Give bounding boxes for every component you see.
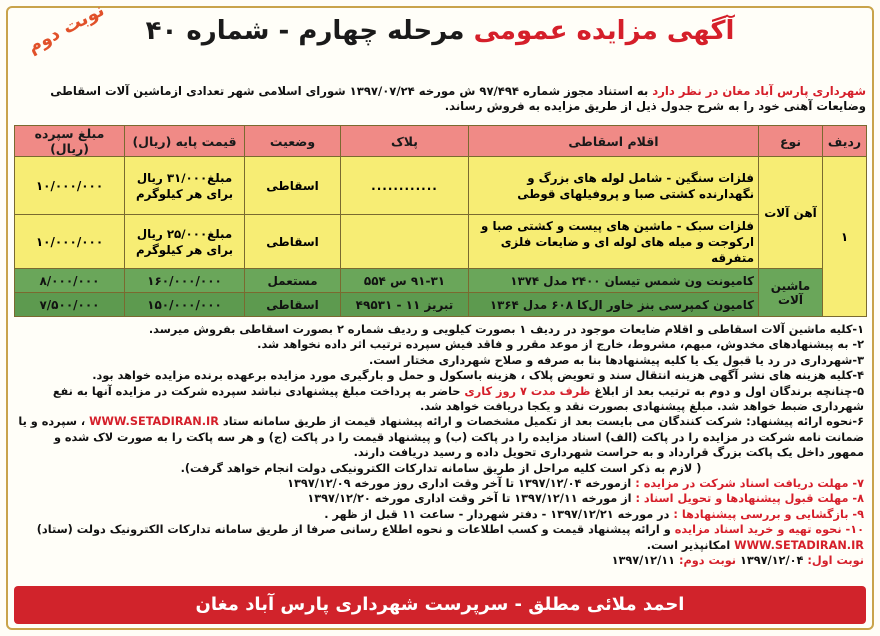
- condition-5-text-b: حاضر به پرداخت مبلغ پیشنهادی نباشد سپرده شرکت در مزایده آنها به نفع شهرداری ضبط خواهد شد. مبلغ پیشنهادی بصورت نقد و یکجا دریافت خواهد شد.: [52, 384, 864, 414]
- deposit-cell: ۸/۰۰۰/۰۰۰: [15, 269, 125, 293]
- deposit-cell: ۷/۵۰۰/۰۰۰: [15, 293, 125, 317]
- intro-paragraph: [20, 84, 866, 114]
- table-row: [15, 157, 867, 215]
- condition-8-label: ۸- مهلت قبول پیشنهادها و تحویل اسناد :: [635, 492, 864, 506]
- condition-8-dates: از مورخه ۱۳۹۷/۱۲/۱۱ تا آخر وقت اداری مورخه ۱۳۹۷/۱۲/۲۰: [307, 492, 632, 506]
- price-unit-line: برای هر کیلوگرم: [135, 186, 234, 201]
- condition-3: ۳-شهرداری در رد یا قبول یک یا کلیه پیشنهادها بنا به صرفه و صلاح شهرداری مختار است.: [369, 353, 864, 367]
- condition-5: [18, 384, 864, 415]
- plate-cell: ............: [341, 157, 469, 215]
- plate-cell: ۹۱-۳۱ س ۵۵۴: [341, 269, 469, 293]
- condition-10: [18, 522, 864, 553]
- condition-6-text-b: ، سپرده و یا ضمانت نامه شرکت در مزایده را در پاکت (الف) اسناد مزایده را در پاکت (ب) و پیشنهاد قیمت را در پاکت (ج) و هر سه پاکت را به صورت لاک شده و ممهور داخل یک پاکت بزرگ قرارداد و به حراست شهرداری تحویل داده و رسید دریافت دارند.: [18, 415, 864, 460]
- second-round-badge: نوبت دوم: [23, 0, 108, 58]
- items-cell: کامیون کمپرسی بنز خاور ال‌کا ۶۰۸ مدل ۱۳۶۴: [469, 293, 759, 317]
- price-cell: ۱۶۰/۰۰۰/۰۰۰: [125, 269, 245, 293]
- col-base-price: قیمت پایه (ریال): [125, 126, 245, 157]
- items-cell: فلزات سبک - ماشین های پیست و کشتی صبا و ارکوجت و میله های لوله ای و ضایعات فلزی متفرقه: [469, 215, 759, 269]
- price-cell: [125, 215, 245, 269]
- col-plate: پلاک: [341, 126, 469, 157]
- price-cell: [125, 157, 245, 215]
- condition-8: [18, 491, 864, 506]
- price-cell: ۱۵۰/۰۰۰/۰۰۰: [125, 293, 245, 317]
- condition-9-label: ۹- بازگشایی و بررسی پیشنهادها :: [673, 507, 864, 521]
- electronic-notice: ( لازم به ذکر است کلیه مراحل از طریق سامانه تدارکات الکترونیکی دولت انجام خواهد گرفت).: [180, 461, 702, 475]
- condition-7-label: ۷- مهلت دریافت اسناد شرکت در مزایده :: [635, 477, 864, 491]
- condition-10-end: امکانپذیر است.: [646, 538, 731, 552]
- auction-table: [14, 125, 867, 317]
- condition-6-text-a: ۶-نحوه ارائه پیشنهاد: شرکت کنندگان می بایست بعد از تکمیل مشخصات و ارائه پیشنهاد قیمت از طریق سامانه ستاد: [222, 415, 864, 429]
- condition-9: [18, 507, 864, 522]
- first-publication-date: ۱۳۹۷/۱۲/۰۴: [739, 554, 804, 568]
- price-line: مبلغ۳۱/۰۰۰ ریال: [136, 170, 233, 185]
- condition-4: ۴-کلیه هزینه های نشر آگهی هزینه انتقال سند و تعویض پلاک ، هزینه باسکول و حمل و بارگیری مورد مزایده برعهده برنده مزایده خواهد بود.: [92, 369, 864, 383]
- table-row: [15, 269, 867, 293]
- condition-10-text: و ارائه پیشنهاد قیمت و کسب اطلاعات و نحوه اطلاع رسانی صرفا از طریق سامانه تدارکات الکترونیک دولت (ستاد): [36, 523, 671, 537]
- second-publication-date: ۱۳۹۷/۱۲/۱۱: [611, 554, 675, 568]
- table-row: [15, 215, 867, 269]
- col-row-number: ردیف: [823, 126, 867, 157]
- type-machines-cell: ماشین آلات: [759, 269, 823, 317]
- setad-website-link[interactable]: WWW.SETADIRAN.IR: [89, 415, 219, 429]
- row-number-cell: ۱: [823, 157, 867, 317]
- status-cell: اسقاطی: [245, 293, 341, 317]
- price-unit-line: برای هر کیلوگرم: [135, 242, 234, 257]
- col-type: نوع: [759, 126, 823, 157]
- signature-footer: احمد ملائی مطلق - سرپرست شهرداری پارس آباد مغان: [14, 586, 866, 624]
- table-row: [15, 293, 867, 317]
- status-cell: مستعمل: [245, 269, 341, 293]
- status-cell: اسقاطی: [245, 215, 341, 269]
- condition-10-label: ۱۰- نحوه تهیه و خرید اسناد مزایده: [674, 523, 864, 537]
- items-cell: فلزات سنگین - شامل لوله های بزرگ و نگهدارنده کشتی صبا و پروفیلهای قوطی: [469, 157, 759, 215]
- deposit-cell: ۱۰/۰۰۰/۰۰۰: [15, 215, 125, 269]
- condition-5-text-a: ۵-چنانچه برندگان اول و دوم به ترتیب بعد از ابلاغ: [594, 384, 864, 398]
- announcement-title: [0, 16, 880, 46]
- conditions-list: [18, 322, 864, 569]
- condition-7-dates: ازمورخه ۱۳۹۷/۱۲/۰۴ تا آخر وقت اداری روز مورخه ۱۳۹۷/۱۲/۰۹: [287, 477, 632, 491]
- items-cell: کامیونت ون شمس تیسان ۲۴۰۰ مدل ۱۳۷۴: [469, 269, 759, 293]
- second-publication-label: نوبت دوم:: [678, 554, 737, 568]
- first-publication-label: نوبت اول:: [807, 554, 864, 568]
- condition-5-deadline: ظرف مدت ۷ روز کاری: [464, 384, 591, 398]
- plate-cell: [341, 215, 469, 269]
- col-status: وضعیت: [245, 126, 341, 157]
- title-black-part: مرحله چهارم - شماره ۴۰: [145, 16, 465, 46]
- title-red-part: آگهی مزایده عمومی: [473, 16, 735, 46]
- condition-9-details: در مورخه ۱۳۹۷/۱۲/۲۱ - دفتر شهردار - ساعت ۱۱ قبل از ظهر .: [324, 507, 670, 521]
- setad-website-link-2[interactable]: WWW.SETADIRAN.IR: [734, 538, 864, 552]
- deposit-cell: ۱۰/۰۰۰/۰۰۰: [15, 157, 125, 215]
- condition-1: ۱-کلیه ماشین آلات اسقاطی و اقلام ضایعات موجود در ردیف ۱ بصورت کیلویی و ردیف شماره ۲ بصورت اسقاطی بفروش میرسد.: [148, 323, 864, 336]
- price-line: مبلغ۲۵/۰۰۰ ریال: [136, 226, 233, 241]
- condition-6: [18, 414, 864, 460]
- condition-2: ۲- به پیشنهادهای مخدوش، مبهم، مشروط، خارج از موعد مقرر و فاقد فیش سپرده ترتیب اثر داده نخواهد شد.: [257, 338, 864, 352]
- type-iron-cell: آهن آلات: [759, 157, 823, 269]
- plate-cell: تبریز ۱۱ - ۴۹۵۳۱: [341, 293, 469, 317]
- condition-7: [18, 476, 864, 491]
- status-cell: اسقاطی: [245, 157, 341, 215]
- col-deposit: مبلغ سپرده (ریال): [15, 126, 125, 157]
- intro-text: به استناد مجوز شماره ۹۷/۴۹۴ ش مورخه ۱۳۹۷/۰۷/۲۴ شورای اسلامی شهر تعدادی ازماشین آلات اسقاطی وضایعات آهنی خود را به شرح جدول ذیل از طریق مزایده به فروش رساند.: [50, 84, 866, 113]
- col-items: اقلام اسقاطی: [469, 126, 759, 157]
- intro-lead: شهرداری پارس آباد مغان در نظر دارد: [652, 84, 866, 98]
- table-header-row: [15, 126, 867, 157]
- publication-dates: [18, 553, 864, 568]
